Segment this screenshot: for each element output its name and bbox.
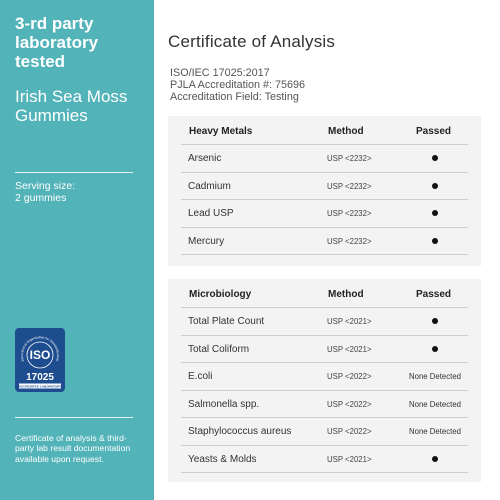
- table-header: [168, 116, 481, 144]
- badge-number: 17025: [26, 372, 54, 383]
- table-row: [168, 307, 481, 335]
- footnote: Certificate of analysis & third-party lab result documentation available upon request.: [15, 433, 131, 464]
- row-divider: [181, 307, 468, 308]
- passed-result: None Detected: [408, 427, 461, 436]
- table-row: [168, 199, 481, 227]
- column-header-method: Method: [328, 126, 364, 137]
- passed-dot-icon: [392, 345, 478, 354]
- analyte-name: Salmonella spp.: [188, 398, 260, 410]
- table-row: [168, 390, 481, 418]
- main-content: [168, 0, 500, 500]
- test-method: USP <2022>: [327, 372, 372, 381]
- passed-dot-icon: [392, 455, 478, 464]
- test-method: USP <2022>: [327, 399, 372, 409]
- divider: [15, 417, 133, 418]
- heavy-metals-table: [168, 116, 481, 266]
- analyte-name: Yeasts & Molds: [188, 453, 257, 465]
- passed-dot-icon: [432, 456, 438, 462]
- product-name: Irish Sea Moss Gummies: [15, 87, 128, 125]
- column-header-name: Microbiology: [189, 289, 252, 300]
- table-row: [168, 362, 481, 390]
- test-method: USP <2232>: [327, 154, 372, 163]
- passed-dot-icon: [432, 155, 438, 161]
- column-header-method: Method: [328, 289, 364, 300]
- row-divider: [181, 362, 468, 363]
- test-method: USP <2021>: [327, 317, 372, 326]
- column-header-passed: Passed: [416, 126, 452, 137]
- passed-dot-icon: [392, 209, 478, 218]
- accreditation-line: ISO/IEC 17025:2017: [170, 67, 270, 79]
- table-row: [168, 144, 481, 172]
- row-divider: [181, 390, 468, 391]
- table-row: [168, 417, 481, 445]
- analyte-name: E.coli: [188, 371, 213, 382]
- iso-17025-badge-icon: [15, 328, 65, 392]
- passed-dot-icon: [432, 346, 438, 352]
- row-divider: [181, 445, 468, 446]
- badge-iso: ISO: [29, 348, 51, 362]
- analyte-name: Staphylococcus aureus: [188, 426, 292, 437]
- table-row: [168, 172, 481, 200]
- accreditation-line: PJLA Accreditation #: 75696: [170, 79, 306, 92]
- analyte-name: Arsenic: [188, 153, 222, 164]
- accreditation-line: Accreditation Field: Testing: [170, 91, 299, 104]
- row-divider: [181, 172, 468, 173]
- row-divider: [181, 144, 468, 145]
- test-method: USP <2021>: [327, 454, 372, 464]
- row-divider: [181, 227, 468, 228]
- passed-dot-icon: [432, 183, 438, 189]
- passed-dot-icon: [392, 317, 478, 326]
- test-method: USP <2021>: [327, 344, 372, 354]
- passed-dot-icon: [432, 210, 438, 216]
- analyte-name: Mercury: [188, 235, 225, 247]
- divider: [15, 172, 133, 173]
- passed-dot-icon: [432, 238, 438, 244]
- analyte-name: Lead USP: [188, 208, 234, 219]
- passed-dot-icon: [392, 237, 478, 246]
- table-bottom-divider: [181, 472, 468, 473]
- row-divider: [181, 199, 468, 200]
- analyte-name: Total Coliform: [188, 343, 250, 355]
- row-divider: [181, 335, 468, 336]
- passed-dot-icon: [432, 318, 438, 324]
- table-row: [168, 335, 481, 363]
- microbiology-table: [168, 279, 481, 482]
- passed-result: None Detected: [408, 399, 461, 409]
- test-method: USP <2232>: [327, 209, 372, 218]
- test-method: USP <2232>: [327, 236, 372, 246]
- badge-arc-text: International Organization for Standardization: [19, 335, 61, 362]
- badge-label: ACCREDITED LABORATORY: [18, 384, 62, 389]
- column-header-name: Heavy Metals: [189, 126, 253, 137]
- passed-dot-icon: [392, 154, 478, 163]
- serving-value: 2 gummies: [15, 192, 67, 204]
- passed-dot-icon: [392, 182, 478, 191]
- row-divider: [181, 417, 468, 418]
- passed-result: None Detected: [408, 372, 461, 381]
- sidebar-title: 3-rd party laboratory tested: [15, 14, 99, 71]
- sidebar: [0, 0, 154, 500]
- analyte-name: Total Plate Count: [188, 316, 265, 327]
- accreditation-info: [170, 67, 305, 104]
- serving-size: [15, 180, 75, 204]
- serving-label: Serving size:: [15, 180, 76, 192]
- table-row: [168, 227, 481, 255]
- analyte-name: Cadmium: [188, 180, 231, 192]
- table-row: [168, 445, 481, 473]
- test-method: USP <2022>: [327, 427, 372, 436]
- column-header-passed: Passed: [416, 289, 452, 300]
- test-method: USP <2232>: [327, 181, 372, 191]
- table-bottom-divider: [181, 254, 468, 255]
- table-header: [168, 279, 481, 307]
- page-title: Certificate of Analysis: [168, 32, 336, 51]
